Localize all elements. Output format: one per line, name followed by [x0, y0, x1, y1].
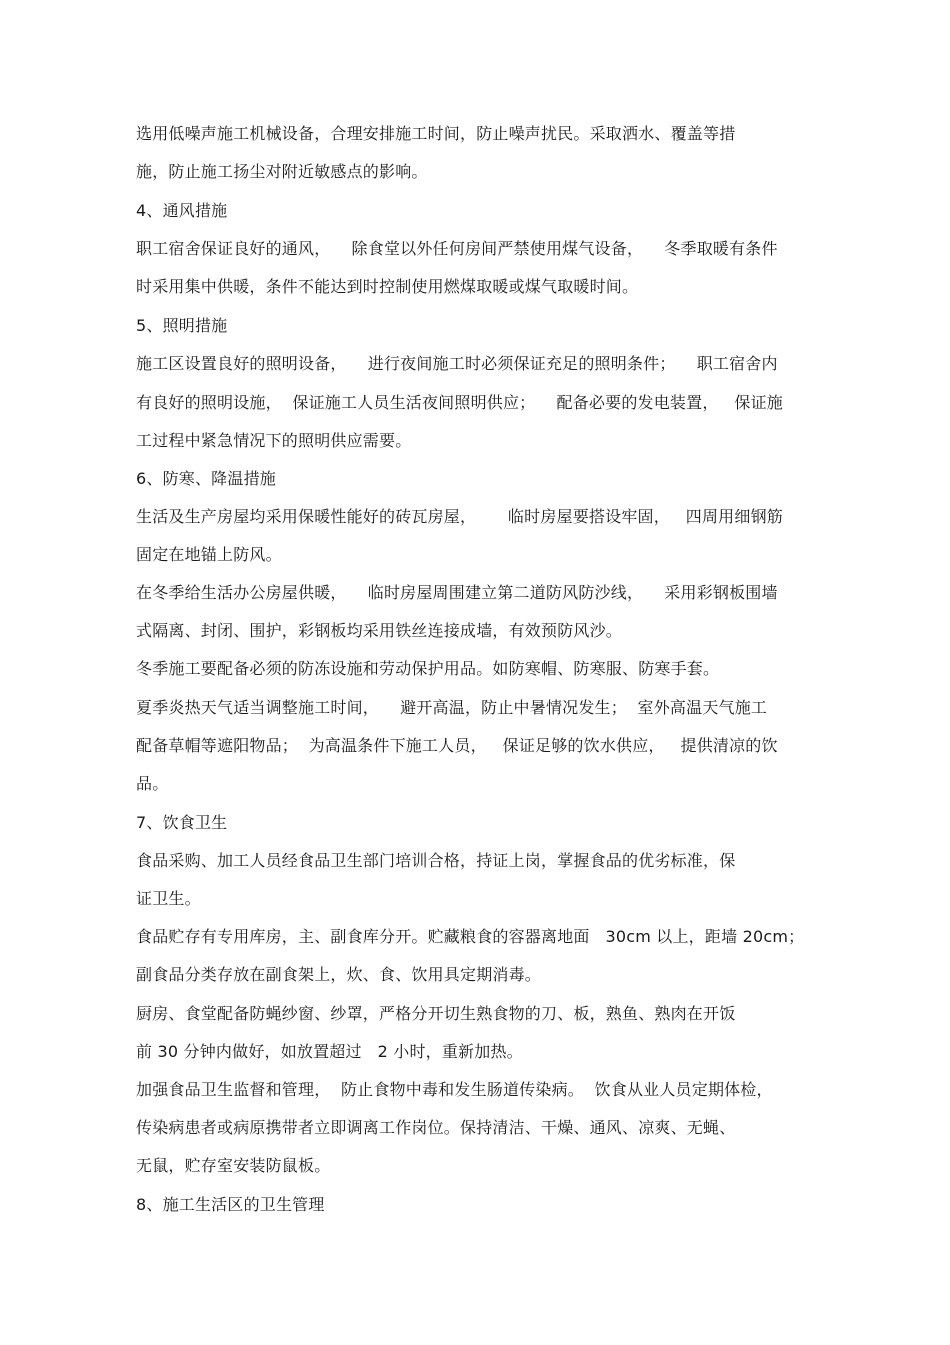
paragraph-line: 副食品分类存放在副食架上，炊、食、饮用具定期消毒。: [136, 965, 542, 984]
paragraph-line: 式隔离、封闭、围护，彩钢板均采用铁丝连接成墙，有效预防风沙。: [136, 621, 623, 640]
paragraph-line: 夏季炎热天气适当调整施工时间， 避开高温，防止中暑情况发生； 室外高温天气施工: [136, 698, 768, 717]
paragraph-line: 证卫生。: [136, 889, 201, 908]
paragraph-line: 在冬季给生活办公房屋供暖， 临时房屋周围建立第二道防风防沙线， 采用彩钢板围墙: [136, 583, 778, 602]
paragraph-line: 选用低噪声施工机械设备，合理安排施工时间，防止噪声扰民。采取洒水、覆盖等措: [136, 124, 736, 143]
paragraph-line: 有良好的照明设施， 保证施工人员生活夜间照明供应； 配备必要的发电装置， 保证施: [136, 393, 783, 412]
paragraph-line: 施工区设置良好的照明设备， 进行夜间施工时必须保证充足的照明条件； 职工宿舍内: [136, 354, 778, 373]
paragraph-line: 前 30 分钟内做好，如放置超过 2 小时，重新加热。: [136, 1042, 523, 1061]
paragraph-line: 传染病患者或病原携带者立即调离工作岗位。保持清洁、干燥、通风、凉爽、无蝇、: [136, 1118, 736, 1137]
paragraph-line: 配备草帽等遮阳物品； 为高温条件下施工人员， 保证足够的饮水供应， 提供清凉的饮: [136, 736, 778, 755]
paragraph-line: 冬季施工要配备必须的防冻设施和劳动保护用品。如防寒帽、防寒服、防寒手套。: [136, 659, 720, 678]
paragraph-line: 食品采购、加工人员经食品卫生部门培训合格，持证上岗，掌握食品的优劣标准，保: [136, 851, 736, 870]
paragraph-line: 职工宿舍保证良好的通风， 除食堂以外任何房间严禁使用煤气设备， 冬季取暖有条件: [136, 239, 778, 258]
section-heading-6: 6、防寒、降温措施: [136, 469, 276, 488]
paragraph-line: 厨房、食堂配备防蝇纱窗、纱罩，严格分开切生熟食物的刀、板，熟鱼、熟肉在开饭: [136, 1004, 736, 1023]
paragraph-line: 固定在地锚上防风。: [136, 545, 282, 564]
paragraph-line: 施，防止施工扬尘对附近敏感点的影响。: [136, 162, 428, 181]
section-heading-4: 4、通风措施: [136, 201, 228, 220]
section-heading-8: 8、施工生活区的卫生管理: [136, 1195, 325, 1214]
paragraph-line: 时采用集中供暖，条件不能达到时控制使用燃煤取暖或煤气取暖时间。: [136, 277, 639, 296]
paragraph-line: 加强食品卫生监督和管理， 防止食物中毒和发生肠道传染病。 饮食从业人员定期体检，: [136, 1080, 773, 1099]
paragraph-line: 无鼠，贮存室安装防鼠板。: [136, 1156, 331, 1175]
paragraph-line: 生活及生产房屋均采用保暖性能好的砖瓦房屋， 临时房屋要搭设牢固， 四周用细钢筋: [136, 507, 783, 526]
paragraph-line: 食品贮存有专用库房，主、副食库分开。贮藏粮食的容器离地面 30cm 以上，距墙 20cm；: [136, 927, 805, 946]
paragraph-line: 品。: [136, 774, 169, 793]
section-heading-5: 5、照明措施: [136, 316, 228, 335]
section-heading-7: 7、饮食卫生: [136, 813, 228, 832]
paragraph-line: 工过程中紧急情况下的照明供应需要。: [136, 431, 412, 450]
